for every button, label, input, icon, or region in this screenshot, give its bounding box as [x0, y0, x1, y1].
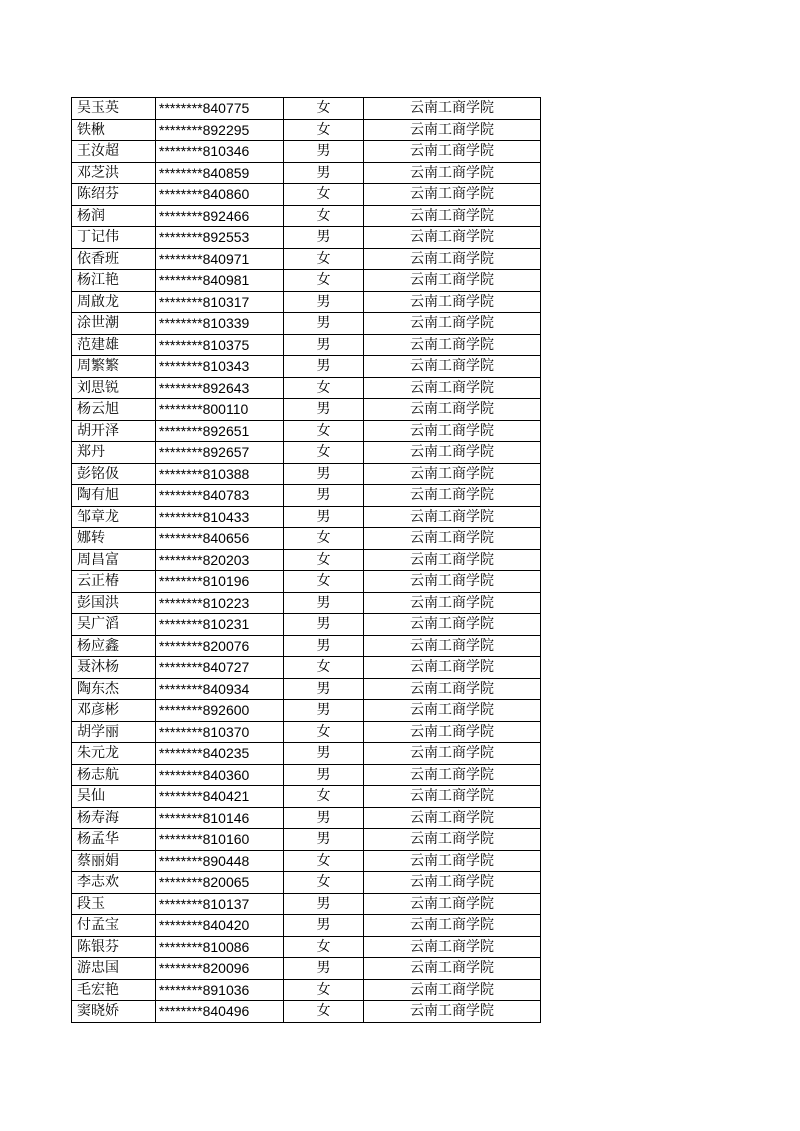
student-name-cell: 李志欢 — [72, 872, 156, 894]
student-school-cell: 云南工商学院 — [364, 743, 541, 765]
student-school-cell: 云南工商学院 — [364, 807, 541, 829]
student-name-cell: 杨云旭 — [72, 399, 156, 421]
student-id-cell: ********800110 — [156, 399, 284, 421]
student-id-cell: ********840981 — [156, 270, 284, 292]
student-sex-cell: 女 — [284, 979, 364, 1001]
student-school-cell: 云南工商学院 — [364, 334, 541, 356]
student-id-cell: ********892651 — [156, 420, 284, 442]
student-school-cell: 云南工商学院 — [364, 678, 541, 700]
student-school-cell: 云南工商学院 — [364, 893, 541, 915]
student-name-cell: 周啟龙 — [72, 291, 156, 313]
student-sex-cell: 女 — [284, 549, 364, 571]
table-row — [72, 356, 541, 378]
student-id-cell: ********810317 — [156, 291, 284, 313]
table-row — [72, 162, 541, 184]
student-id-cell: ********890448 — [156, 850, 284, 872]
student-school-cell: 云南工商学院 — [364, 291, 541, 313]
student-name-cell: 杨江艳 — [72, 270, 156, 292]
student-name-cell: 毛宏艳 — [72, 979, 156, 1001]
student-school-cell: 云南工商学院 — [364, 786, 541, 808]
student-name-cell: 陈银芬 — [72, 936, 156, 958]
student-sex-cell: 男 — [284, 356, 364, 378]
student-name-cell: 朱元龙 — [72, 743, 156, 765]
student-sex-cell: 男 — [284, 313, 364, 335]
student-list-table — [71, 97, 541, 1023]
student-school-cell: 云南工商学院 — [364, 850, 541, 872]
student-school-cell: 云南工商学院 — [364, 764, 541, 786]
student-id-cell: ********810160 — [156, 829, 284, 851]
student-sex-cell: 男 — [284, 700, 364, 722]
student-id-cell: ********810343 — [156, 356, 284, 378]
student-school-cell: 云南工商学院 — [364, 205, 541, 227]
student-id-cell: ********892643 — [156, 377, 284, 399]
student-sex-cell: 女 — [284, 528, 364, 550]
student-name-cell: 吴广滔 — [72, 614, 156, 636]
student-name-cell: 蔡丽娟 — [72, 850, 156, 872]
student-id-cell: ********810146 — [156, 807, 284, 829]
student-school-cell: 云南工商学院 — [364, 141, 541, 163]
table-row — [72, 721, 541, 743]
student-id-cell: ********810370 — [156, 721, 284, 743]
table-row — [72, 420, 541, 442]
table-row — [72, 614, 541, 636]
student-sex-cell: 女 — [284, 721, 364, 743]
student-sex-cell: 女 — [284, 657, 364, 679]
student-name-cell: 杨寿海 — [72, 807, 156, 829]
table-row — [72, 205, 541, 227]
student-id-cell: ********840235 — [156, 743, 284, 765]
student-name-cell: 邓芝洪 — [72, 162, 156, 184]
student-name-cell: 铁楸 — [72, 119, 156, 141]
student-name-cell: 邹章龙 — [72, 506, 156, 528]
student-name-cell: 杨志航 — [72, 764, 156, 786]
table-row — [72, 893, 541, 915]
student-name-cell: 彭铭伋 — [72, 463, 156, 485]
student-id-cell: ********840971 — [156, 248, 284, 270]
student-school-cell: 云南工商学院 — [364, 528, 541, 550]
student-school-cell: 云南工商学院 — [364, 119, 541, 141]
student-list-body — [72, 98, 541, 1023]
table-row — [72, 377, 541, 399]
student-sex-cell: 男 — [284, 829, 364, 851]
student-id-cell: ********810137 — [156, 893, 284, 915]
student-name-cell: 云正椿 — [72, 571, 156, 593]
student-id-cell: ********810196 — [156, 571, 284, 593]
student-sex-cell: 女 — [284, 270, 364, 292]
student-sex-cell: 女 — [284, 248, 364, 270]
student-school-cell: 云南工商学院 — [364, 958, 541, 980]
student-school-cell: 云南工商学院 — [364, 872, 541, 894]
student-id-cell: ********810375 — [156, 334, 284, 356]
student-school-cell: 云南工商学院 — [364, 506, 541, 528]
student-name-cell: 胡学丽 — [72, 721, 156, 743]
student-school-cell: 云南工商学院 — [364, 248, 541, 270]
student-sex-cell: 女 — [284, 786, 364, 808]
table-row — [72, 399, 541, 421]
table-row — [72, 334, 541, 356]
student-name-cell: 邓彦彬 — [72, 700, 156, 722]
student-id-cell: ********810086 — [156, 936, 284, 958]
student-sex-cell: 男 — [284, 141, 364, 163]
table-row — [72, 528, 541, 550]
student-name-cell: 周昌富 — [72, 549, 156, 571]
student-school-cell: 云南工商学院 — [364, 829, 541, 851]
student-name-cell: 窦晓娇 — [72, 1001, 156, 1023]
table-row — [72, 743, 541, 765]
student-sex-cell: 女 — [284, 1001, 364, 1023]
student-sex-cell: 女 — [284, 872, 364, 894]
table-row — [72, 1001, 541, 1023]
student-school-cell: 云南工商学院 — [364, 657, 541, 679]
table-row — [72, 571, 541, 593]
student-school-cell: 云南工商学院 — [364, 485, 541, 507]
table-row — [72, 936, 541, 958]
student-name-cell: 杨应鑫 — [72, 635, 156, 657]
student-school-cell: 云南工商学院 — [364, 270, 541, 292]
student-school-cell: 云南工商学院 — [364, 614, 541, 636]
student-name-cell: 周繁繁 — [72, 356, 156, 378]
table-row — [72, 485, 541, 507]
student-sex-cell: 男 — [284, 958, 364, 980]
student-sex-cell: 女 — [284, 377, 364, 399]
table-row — [72, 829, 541, 851]
table-row — [72, 227, 541, 249]
student-name-cell: 付孟宝 — [72, 915, 156, 937]
student-name-cell: 涂世潮 — [72, 313, 156, 335]
student-name-cell: 陈绍芬 — [72, 184, 156, 206]
student-id-cell: ********820076 — [156, 635, 284, 657]
student-sex-cell: 女 — [284, 850, 364, 872]
student-school-cell: 云南工商学院 — [364, 184, 541, 206]
student-school-cell: 云南工商学院 — [364, 399, 541, 421]
student-sex-cell: 男 — [284, 485, 364, 507]
student-name-cell: 胡开泽 — [72, 420, 156, 442]
student-id-cell: ********820065 — [156, 872, 284, 894]
student-id-cell: ********810388 — [156, 463, 284, 485]
student-sex-cell: 女 — [284, 420, 364, 442]
student-school-cell: 云南工商学院 — [364, 571, 541, 593]
student-id-cell: ********810433 — [156, 506, 284, 528]
student-id-cell: ********840860 — [156, 184, 284, 206]
table-row — [72, 958, 541, 980]
student-school-cell: 云南工商学院 — [364, 635, 541, 657]
student-name-cell: 杨孟华 — [72, 829, 156, 851]
student-id-cell: ********892553 — [156, 227, 284, 249]
student-id-cell: ********892466 — [156, 205, 284, 227]
student-school-cell: 云南工商学院 — [364, 700, 541, 722]
student-school-cell: 云南工商学院 — [364, 162, 541, 184]
student-id-cell: ********840727 — [156, 657, 284, 679]
student-sex-cell: 女 — [284, 571, 364, 593]
student-name-cell: 陶有旭 — [72, 485, 156, 507]
table-row — [72, 184, 541, 206]
student-sex-cell: 男 — [284, 291, 364, 313]
student-name-cell: 游忠国 — [72, 958, 156, 980]
student-school-cell: 云南工商学院 — [364, 936, 541, 958]
student-id-cell: ********892657 — [156, 442, 284, 464]
student-sex-cell: 男 — [284, 334, 364, 356]
student-name-cell: 吴玉英 — [72, 98, 156, 120]
table-row — [72, 98, 541, 120]
student-id-cell: ********810223 — [156, 592, 284, 614]
table-row — [72, 872, 541, 894]
student-school-cell: 云南工商学院 — [364, 313, 541, 335]
student-school-cell: 云南工商学院 — [364, 1001, 541, 1023]
student-name-cell: 郑丹 — [72, 442, 156, 464]
table-row — [72, 119, 541, 141]
student-id-cell: ********840656 — [156, 528, 284, 550]
student-id-cell: ********840934 — [156, 678, 284, 700]
table-row — [72, 700, 541, 722]
student-school-cell: 云南工商学院 — [364, 356, 541, 378]
table-row — [72, 141, 541, 163]
student-school-cell: 云南工商学院 — [364, 377, 541, 399]
student-id-cell: ********820096 — [156, 958, 284, 980]
table-row — [72, 248, 541, 270]
student-sex-cell: 女 — [284, 119, 364, 141]
student-id-cell: ********892295 — [156, 119, 284, 141]
student-school-cell: 云南工商学院 — [364, 227, 541, 249]
student-name-cell: 吴仙 — [72, 786, 156, 808]
table-row — [72, 592, 541, 614]
student-id-cell: ********840775 — [156, 98, 284, 120]
student-school-cell: 云南工商学院 — [364, 979, 541, 1001]
student-id-cell: ********810231 — [156, 614, 284, 636]
table-row — [72, 678, 541, 700]
table-row — [72, 549, 541, 571]
student-sex-cell: 男 — [284, 162, 364, 184]
table-row — [72, 915, 541, 937]
student-sex-cell: 男 — [284, 592, 364, 614]
student-name-cell: 陶东杰 — [72, 678, 156, 700]
student-sex-cell: 男 — [284, 399, 364, 421]
student-sex-cell: 男 — [284, 506, 364, 528]
student-sex-cell: 男 — [284, 764, 364, 786]
table-row — [72, 979, 541, 1001]
student-school-cell: 云南工商学院 — [364, 420, 541, 442]
student-sex-cell: 女 — [284, 936, 364, 958]
student-name-cell: 彭国洪 — [72, 592, 156, 614]
student-sex-cell: 女 — [284, 442, 364, 464]
student-school-cell: 云南工商学院 — [364, 549, 541, 571]
student-sex-cell: 男 — [284, 807, 364, 829]
student-sex-cell: 男 — [284, 915, 364, 937]
student-id-cell: ********840859 — [156, 162, 284, 184]
student-id-cell: ********840420 — [156, 915, 284, 937]
student-id-cell: ********840496 — [156, 1001, 284, 1023]
student-name-cell: 杨润 — [72, 205, 156, 227]
student-id-cell: ********840421 — [156, 786, 284, 808]
table-row — [72, 657, 541, 679]
table-row — [72, 313, 541, 335]
student-name-cell: 依香班 — [72, 248, 156, 270]
student-sex-cell: 男 — [284, 743, 364, 765]
student-name-cell: 王汝超 — [72, 141, 156, 163]
table-row — [72, 764, 541, 786]
student-name-cell: 娜转 — [72, 528, 156, 550]
student-id-cell: ********840783 — [156, 485, 284, 507]
table-row — [72, 635, 541, 657]
table-row — [72, 270, 541, 292]
table-row — [72, 506, 541, 528]
student-sex-cell: 男 — [284, 227, 364, 249]
student-school-cell: 云南工商学院 — [364, 915, 541, 937]
student-id-cell: ********891036 — [156, 979, 284, 1001]
student-name-cell: 丁记伟 — [72, 227, 156, 249]
student-school-cell: 云南工商学院 — [364, 592, 541, 614]
student-sex-cell: 男 — [284, 463, 364, 485]
student-id-cell: ********892600 — [156, 700, 284, 722]
student-school-cell: 云南工商学院 — [364, 721, 541, 743]
student-school-cell: 云南工商学院 — [364, 98, 541, 120]
student-sex-cell: 男 — [284, 678, 364, 700]
student-sex-cell: 女 — [284, 98, 364, 120]
table-row — [72, 442, 541, 464]
table-row — [72, 291, 541, 313]
student-id-cell: ********810346 — [156, 141, 284, 163]
table-row — [72, 850, 541, 872]
table-row — [72, 463, 541, 485]
student-name-cell: 范建雄 — [72, 334, 156, 356]
student-id-cell: ********810339 — [156, 313, 284, 335]
student-id-cell: ********840360 — [156, 764, 284, 786]
table-row — [72, 786, 541, 808]
student-name-cell: 刘思锐 — [72, 377, 156, 399]
student-name-cell: 段玉 — [72, 893, 156, 915]
student-id-cell: ********820203 — [156, 549, 284, 571]
student-sex-cell: 男 — [284, 635, 364, 657]
student-sex-cell: 男 — [284, 893, 364, 915]
table-row — [72, 807, 541, 829]
student-school-cell: 云南工商学院 — [364, 463, 541, 485]
student-sex-cell: 女 — [284, 184, 364, 206]
student-sex-cell: 男 — [284, 614, 364, 636]
student-sex-cell: 女 — [284, 205, 364, 227]
student-name-cell: 聂沐杨 — [72, 657, 156, 679]
student-school-cell: 云南工商学院 — [364, 442, 541, 464]
